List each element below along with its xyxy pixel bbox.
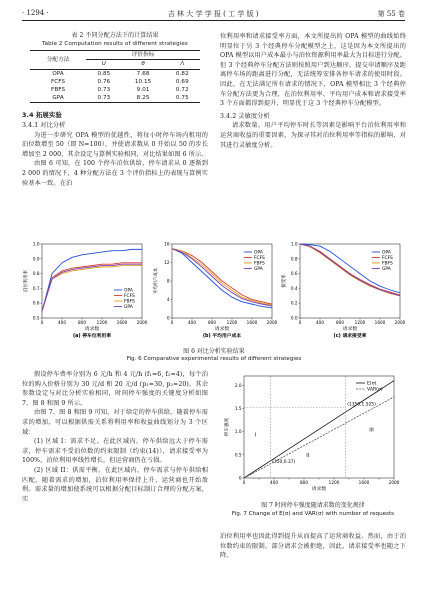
figure-6-svg	[22, 238, 406, 342]
x-tick-label: 1600	[374, 320, 386, 325]
subsection-heading: 3.4.1 对比分析	[22, 122, 66, 130]
y-tick-label: 16	[164, 241, 170, 247]
figure-7-caption-cn: 图 7 时间停车强度随请求数的变化规律	[261, 502, 365, 509]
figure-7	[220, 370, 406, 498]
y-tick-label: 1.0	[32, 241, 40, 247]
x-tick-label: 1200	[328, 480, 340, 485]
x-tick-label: 1200	[96, 320, 108, 325]
point-label-1: (350,0.37)	[272, 459, 296, 465]
x-tick-label: 2000	[136, 320, 148, 325]
y-tick-label: 0.6	[32, 300, 40, 306]
y-tick-label: 1.0	[290, 241, 298, 247]
legend-label: OPA	[254, 250, 263, 256]
legend-label: FCFS	[124, 294, 135, 300]
right-column-bottom	[220, 532, 406, 561]
legend-label: E(σ)	[367, 381, 377, 387]
x-tick-label: 2000	[266, 320, 278, 325]
x-tick-label: 0	[242, 480, 246, 485]
figure-6	[22, 238, 406, 342]
paragraph: (1) 区域 I：需求不足。在此区域内，停车供给远大于停车需求，停车需求不受泊位数的约束限制（约束(14)），请求接受率为 100%，泊位利用率线性增长，但运营商仍在亏损。	[22, 438, 208, 465]
y-axis-label: 停车强度	[225, 417, 230, 437]
paragraph: 为进一步研究 OPA 模型的优越性，将每小时停车场内租用的泊位数增至 50（即 N=100），并使请求数从 0 开始以 50 的步长增加至 2 000，其余设定与算例实验相同，对比结果如图 6 所示。	[22, 131, 208, 158]
table-caption-cn: 表 2 不同分配方法下的计算结果	[71, 32, 159, 39]
page-header	[22, 9, 405, 21]
y-tick-label: 0.7	[32, 285, 40, 291]
x-tick-label: 0	[170, 320, 174, 325]
y-tick-label: 2.0	[234, 382, 242, 388]
paragraph: 由图 6 可知，在 100 个停车泊位供给，停车请求从 0 逐渐到 2 000 的情况下，4 种分配方法在 3 个评价指标上的表现与算例实验基本一致。在泊	[22, 160, 208, 187]
legend-label: GPA	[254, 267, 263, 273]
region-label: I	[254, 432, 256, 439]
y-axis-label: 平均用户成本	[154, 267, 159, 295]
x-axis-label: 请求数	[84, 327, 100, 332]
y-axis-label: 泊位利用率	[24, 270, 29, 292]
journal-title: 吉 林 大 学 学 报 ( 工 学 版 )	[167, 10, 259, 18]
figure-6-caption-en: Fig. 6 Comparative experimental results of different strategies	[126, 356, 302, 362]
y-tick-label: 0.8	[290, 256, 298, 262]
y-tick-label: 0.0	[290, 315, 298, 321]
x-tick-label: 400	[188, 320, 196, 325]
y-tick-label: 4	[166, 297, 170, 302]
x-axis-label: 请求数	[342, 327, 358, 332]
y-tick-label: 8	[166, 278, 170, 284]
x-tick-label: 1200	[354, 320, 366, 325]
legend-label: FCFS	[382, 256, 393, 262]
table-row: FCFS 0.76 10.15 0.69	[50, 78, 189, 85]
table-header-group: 评价指标	[86, 51, 200, 60]
x-tick-label: 0	[298, 320, 302, 325]
table-header-u: U	[101, 61, 106, 68]
table-header-method: 分配方法	[30, 51, 86, 69]
paragraph: 请求数量、用户平均停车时长等因素是影响平台泊位利用率和运营商收益的重要因素，为探寻其对泊位利用率等指标的影响，对其进行灵敏度分析。	[220, 122, 406, 149]
y-tick-label: 0.6	[290, 271, 298, 277]
paragraph: 假设停车费率分别为 6 元/h 和 4 元/h (f₁=6, f₂=4)，每个泊位的购入价格分别为 30 元/d 和 20 元/d (p₁=30, p₂=20)。其余参数设定与对比分析实验相同，时间停车强度的关键度分析如图 7、图 8 和图 9 所示。	[22, 371, 208, 407]
page-number: · 1294 ·	[22, 9, 49, 17]
x-tick-label: 800	[208, 320, 216, 325]
x-axis-label: 请求数	[214, 327, 230, 332]
y-tick-label: 0.9	[32, 256, 40, 262]
legend-label: GPA	[382, 267, 391, 273]
x-tick-label: 400	[316, 320, 324, 325]
point-label-2: (1350,1.525)	[347, 402, 376, 408]
y-tick-label: 0	[238, 475, 242, 481]
panel-a	[22, 242, 148, 340]
table-header-theta: θ	[141, 61, 145, 68]
panel-b	[152, 242, 278, 340]
volume-label: 第 55 卷	[377, 10, 405, 18]
y-tick-label: 0.5	[234, 452, 242, 458]
subsection-heading: 3.4.2 灵敏度分析	[220, 112, 270, 120]
right-column-top	[220, 32, 406, 150]
legend-label: FCFS	[254, 256, 265, 262]
y-tick-label: 1.0	[234, 429, 242, 435]
panel-subtitle: (b) 平均用户成本	[202, 334, 242, 339]
panel-subtitle: (a) 停车位利用率	[72, 334, 112, 339]
paragraph: (2) 区域 II：供需平衡。在此区域内，停车需求与停车供给相匹配，随着需求的增加，泊位利用率保持上升，运营商也开始盈利。需求量的增加使系统可以根据分配目标制订合理的分配方案，实	[22, 466, 208, 503]
y-tick-label: 0.4	[290, 285, 298, 291]
series-line-1	[244, 397, 394, 478]
y-tick-label: 0.5	[32, 315, 40, 321]
panel-subtitle: (c) 请求接受率	[333, 334, 367, 339]
left-column-top	[22, 32, 208, 188]
y-tick-label: 0.2	[290, 300, 298, 306]
table-header-lambda: Λ	[180, 61, 185, 68]
x-tick-label: 1200	[226, 320, 238, 325]
y-axis-label: 接受率	[282, 274, 287, 288]
x-tick-label: 400	[270, 480, 278, 485]
y-tick-label: 0	[166, 315, 170, 321]
y-tick-label: 12	[164, 260, 170, 265]
x-tick-label: 800	[78, 320, 86, 325]
x-tick-label: 400	[58, 320, 66, 325]
region-label: II	[306, 453, 310, 460]
figure-6-caption-cn: 图 6 对比分析实验结果	[183, 348, 245, 355]
x-tick-label: 800	[336, 320, 344, 325]
x-tick-label: 1600	[246, 320, 258, 325]
legend-label: FBFS	[124, 299, 135, 305]
figure-7-caption-en: Fig. 7 Change of E(σ) and VAR(σ) with number of requests	[231, 511, 395, 517]
table-row: OPA 0.85 7.68 0.82	[52, 70, 189, 77]
legend-label: VAR(σ)	[367, 387, 383, 393]
x-tick-label: 2000	[394, 320, 406, 325]
legend-label: GPA	[124, 305, 133, 311]
x-tick-label: 0	[40, 320, 44, 325]
panel-c	[280, 242, 406, 340]
table-caption-en: Table 2 Computation results of different strategies	[42, 41, 188, 48]
paragraph: 位利用率和请求接受率方面，本文所提出的 OPA 模型的曲线始终明显位于另 3 个经典停车分配模型之上，这是因为本文所提出的 OPA 模型以用户成本最小与泊位资源利用率最大为目标进行分配。但 3 个经典停车分配方法则按照用户到达顺序、提交申请顺序及距离停车场的距离进行分配，无法统筹安排各停车请求的使用时段。因此，在无法满足所有请求的情况下，OPA 模型相比 3 个经典停车分配方法更为合理，在泊位利用率、平均用户成本和请求接受率 3 个方面都得到提升，明显优于这 3 个经典停车分配模型。	[220, 33, 406, 108]
results-table	[30, 50, 200, 103]
table-row: GPA 0.73 8.25 0.75	[30, 94, 200, 103]
y-tick-label: 0.8	[32, 271, 40, 277]
figure-7-svg	[220, 370, 406, 498]
x-tick-label: 1600	[116, 320, 128, 325]
x-tick-label: 2000	[388, 480, 400, 485]
left-column-bottom	[22, 370, 208, 504]
paragraph: 由图 7、图 8 和图 9 可知，对于给定的停车供给，随着停车需求的增加，可以根据供需关系将利用率和收益曲线划分为 3 个区域：	[22, 409, 208, 436]
x-axis-label: 请求数	[311, 487, 327, 492]
legend-label: FBFS	[382, 261, 393, 267]
legend-label: OPA	[382, 250, 391, 256]
y-tick-label: 1.5	[234, 405, 242, 411]
region-label: III	[369, 427, 374, 434]
x-tick-label: 800	[300, 480, 308, 485]
legend-label: FBFS	[254, 261, 265, 267]
section-heading: 3.4 拓展实验	[22, 111, 62, 120]
x-tick-label: 1600	[358, 480, 370, 485]
paragraph: 泊位利用率也因此得到提升从而提高了运营商收益。然而，由于泊位数约束的限制，部分请求会被拒绝，因此，请求接受率也随之下降。	[220, 533, 406, 560]
legend-label: OPA	[124, 288, 133, 294]
table-row: FBFS 0.73 9.01 0.72	[51, 87, 189, 94]
